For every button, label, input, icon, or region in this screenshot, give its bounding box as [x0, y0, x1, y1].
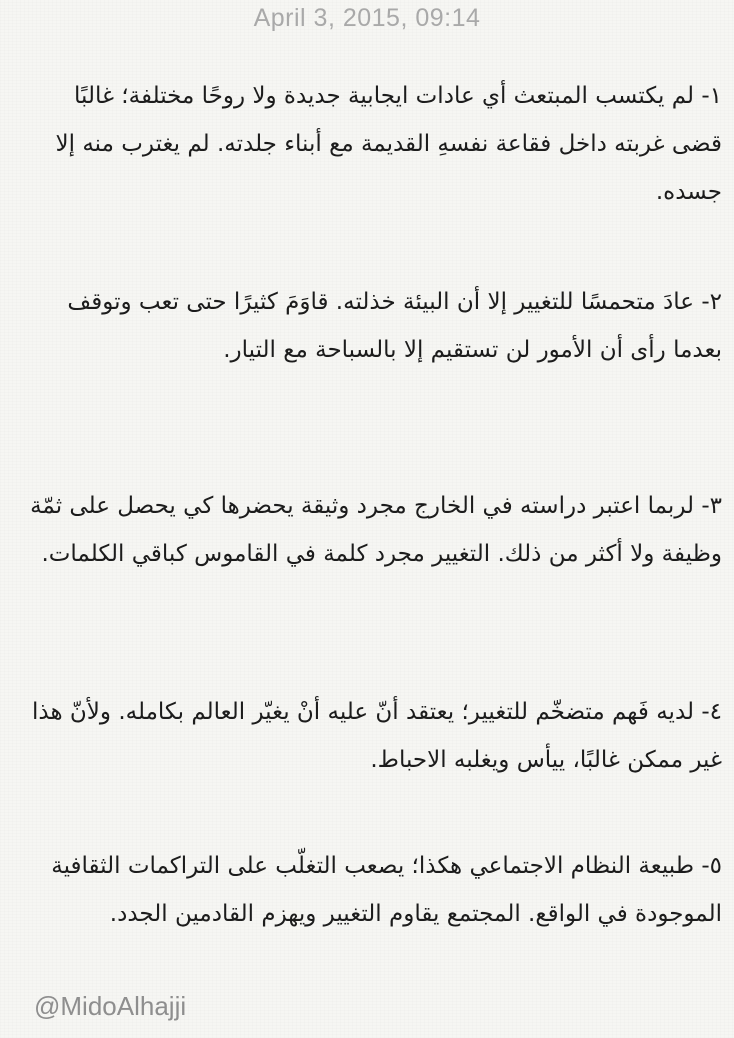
note-timestamp: April 3, 2015, 09:14	[253, 4, 481, 32]
note-paragraph-5: ٥- طبيعة النظام الاجتماعي هكذا؛ يصعب التغلّب على التراكمات الثقافية الموجودة في الواقع. المجتمع يقاوم التغيير ويهزم القادمين الجدد.	[51, 853, 722, 927]
paragraph-spacer	[30, 216, 722, 278]
note-paragraph-3: ٣- لربما اعتبر دراسته في الخارج مجرد وثيقة يحضرها كي يحصل على ثمّة وظيفة ولا أكثر من ذلك. التغيير مجرد كلمة في القاموس كباقي الكلمات.	[30, 493, 722, 567]
paragraph-spacer	[30, 784, 722, 842]
author-handle: @MidoAlhajji	[34, 991, 187, 1021]
paragraph-spacer	[30, 422, 722, 482]
paragraph-spacer	[30, 626, 722, 688]
note-paragraph-1: ١- لم يكتسب المبتعث أي عادات ايجابية جديدة ولا روحًا مختلفة؛ غالبًا قضى غربته داخل فقاعة نفسهِ القديمة مع أبناء جلدته. لم يغترب منه إلا جسده.	[55, 83, 722, 205]
note-body	[30, 72, 722, 986]
note-paragraph-4: ٤- لديه فَهم متضخّم للتغيير؛ يعتقد أنّ عليه أنْ يغيّر العالم بكامله. ولأنّ هذا غير ممكن غالبًا، ييأس ويغلبه الاحباط.	[32, 699, 722, 773]
note-paragraph-2: ٢- عادَ متحمسًا للتغيير إلا أن البيئة خذلته. قاوَمَ كثيرًا حتى تعب وتوقف بعدما رأى أن الأمور لن تستقيم إلا بالسباحة مع التيار.	[67, 289, 722, 363]
